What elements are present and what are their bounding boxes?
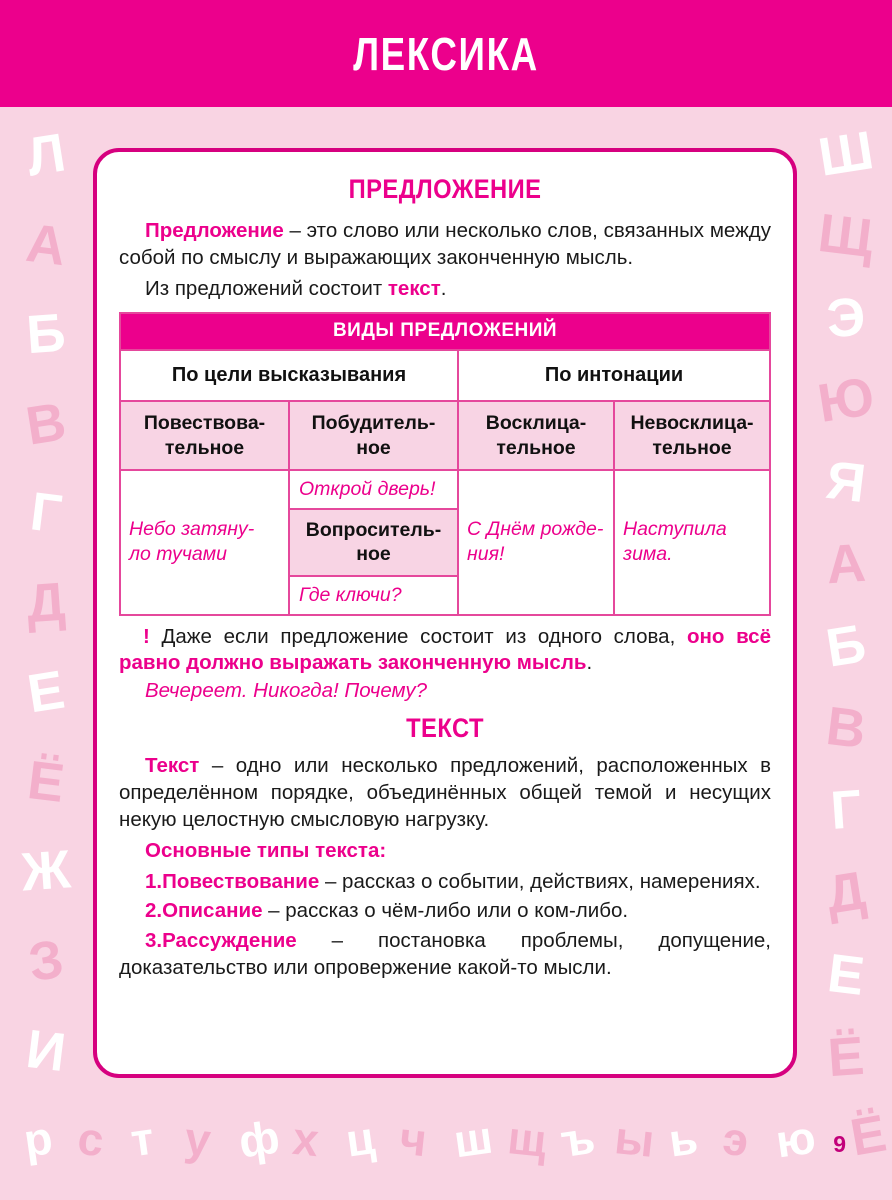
list-item xyxy=(119,897,771,924)
important-note xyxy=(119,624,771,677)
decorative-letter: щ xyxy=(504,1111,550,1167)
decorative-alphabet-right xyxy=(800,112,892,1097)
exclamation-icon: ! xyxy=(143,624,150,648)
type-name: Рассуждение xyxy=(162,928,297,952)
decorative-letter: ч xyxy=(397,1111,430,1167)
imperative-subcolumn xyxy=(289,470,458,615)
decorative-letter: ы xyxy=(612,1111,657,1167)
decorative-letter: Д xyxy=(822,859,870,926)
type-description: – рассказ о событии, действиях, намерениях. xyxy=(319,870,761,894)
text-definition xyxy=(119,752,771,833)
decorative-alphabet-left xyxy=(0,112,92,1097)
consists-of-text-line xyxy=(119,275,771,302)
kind-exclamatory: Восклица- тельное xyxy=(458,401,614,470)
decorative-letter: ш xyxy=(450,1110,496,1168)
decorative-letter: Е xyxy=(23,659,69,725)
consists-prefix: Из предложений состоит xyxy=(145,277,388,301)
decorative-letter: с xyxy=(75,1111,106,1167)
decorative-letter: р xyxy=(20,1111,56,1167)
note-text-end: . xyxy=(586,651,593,675)
group-by-purpose: По цели высказывания xyxy=(120,350,458,401)
decorative-letter: ц xyxy=(342,1111,379,1167)
kind-interrogative: Вопроситель- ное xyxy=(290,510,457,577)
table-title-row xyxy=(120,313,770,350)
page-title-text: ТЕКСТ xyxy=(406,712,484,743)
page-number: 9 xyxy=(833,1131,846,1157)
decorative-letter: х xyxy=(290,1111,321,1167)
decorative-letter: Ё xyxy=(24,749,68,814)
type-name: Описание xyxy=(162,899,263,923)
decorative-letter: т xyxy=(127,1111,158,1167)
decorative-letter: Е xyxy=(824,942,868,1007)
decorative-letter: Я xyxy=(823,449,869,515)
types-heading-label: Основные типы текста: xyxy=(145,839,387,863)
kind-declarative: Повествова- тельное xyxy=(120,401,289,470)
definition-sentence xyxy=(119,217,771,271)
decorative-letter: Ю xyxy=(813,366,879,435)
decorative-letter: Г xyxy=(27,481,65,545)
decorative-letter: Ш xyxy=(814,119,878,188)
decorative-letter: В xyxy=(22,391,70,457)
group-by-intonation: По интонации xyxy=(458,350,770,401)
decorative-letter: А xyxy=(824,532,868,596)
decorative-letter: Ё xyxy=(846,1104,891,1168)
definition-dash: – xyxy=(283,219,307,242)
decorative-letter: ь xyxy=(665,1111,701,1167)
table-title: ВИДЫ ПРЕДЛОЖЕНИЙ xyxy=(120,313,770,350)
type-number: 2. xyxy=(145,899,163,923)
sentence-types-table xyxy=(119,312,771,616)
definition-term: Предложение xyxy=(145,219,284,242)
decorative-letter: Щ xyxy=(815,202,877,269)
banner-title: ЛЕКСИКА xyxy=(353,27,539,80)
decorative-letter: З xyxy=(24,928,68,994)
page-banner xyxy=(0,0,892,107)
decorative-letter: Л xyxy=(22,122,70,188)
decorative-letter: ъ xyxy=(557,1110,599,1168)
text-definition-dash: – xyxy=(199,753,236,777)
example-declarative: Небо затяну- ло тучами xyxy=(120,470,289,615)
table-kind-row xyxy=(120,401,770,470)
text-definition-term: Текст xyxy=(145,753,200,777)
decorative-letter: Ё xyxy=(825,1025,867,1088)
list-item xyxy=(119,927,771,982)
example-imperative: Открой дверь! xyxy=(290,471,457,510)
consists-term: текст xyxy=(387,277,441,301)
decorative-letter: Г xyxy=(828,779,864,842)
kind-nonexclamatory: Невосклица- тельное xyxy=(614,401,770,470)
definition-body: это слово или несколько слов, связанных между собой по смыслу и выражающих законченную мысль. xyxy=(119,219,772,270)
text-definition-body: одно или несколько предложений, расположенных в определённом порядке, объединённых общей темой и несущих некую целостную смысловую нагрузку. xyxy=(119,753,772,832)
note-text-first: Даже если предложение состоит из одного слова, xyxy=(149,624,687,648)
content-card xyxy=(93,148,797,1078)
note-examples: Вечереет. Никогда! Почему? xyxy=(145,678,428,702)
consists-suffix: . xyxy=(440,277,447,301)
decorative-letter: ю xyxy=(772,1110,820,1168)
types-heading xyxy=(119,837,771,864)
decorative-letter: ф xyxy=(235,1110,283,1168)
type-name: Повествование xyxy=(162,870,320,894)
kind-imperative: Побудитель- ное xyxy=(289,401,458,470)
decorative-letter: Э xyxy=(824,286,868,350)
decorative-letter: Ж xyxy=(19,839,73,904)
example-interrogative: Где ключи? xyxy=(290,577,457,614)
decorative-letter: у xyxy=(182,1111,214,1167)
table-example-row xyxy=(120,470,770,615)
example-exclamatory: С Днём рожде- ния! xyxy=(458,470,614,615)
table-group-row xyxy=(120,350,770,401)
decorative-alphabet-bottom xyxy=(0,1100,892,1170)
example-nonexclamatory: Наступила зима. xyxy=(614,470,770,615)
decorative-letter: Д xyxy=(24,571,68,635)
decorative-letter: Б xyxy=(822,613,870,679)
type-description: – рассказ о чём-либо или о ком-либо. xyxy=(262,899,629,923)
decorative-letter: э xyxy=(719,1111,751,1167)
list-item xyxy=(119,868,771,895)
decorative-letter: В xyxy=(822,696,870,761)
page-title-sentence: ПРЕДЛОЖЕНИЕ xyxy=(348,174,542,204)
note-text-emphasis: оно всё равно должно выражать законченную мысль xyxy=(119,624,771,675)
decorative-letter: И xyxy=(23,1018,69,1083)
type-number: 1. xyxy=(145,870,163,894)
type-number: 3. xyxy=(145,928,163,952)
decorative-letter: А xyxy=(22,212,70,277)
text-types-list xyxy=(119,868,771,981)
type-description: – постановка проблемы, допущение, доказательство или опровержение какой-то мысли. xyxy=(119,928,771,979)
decorative-letter: Б xyxy=(24,302,68,366)
